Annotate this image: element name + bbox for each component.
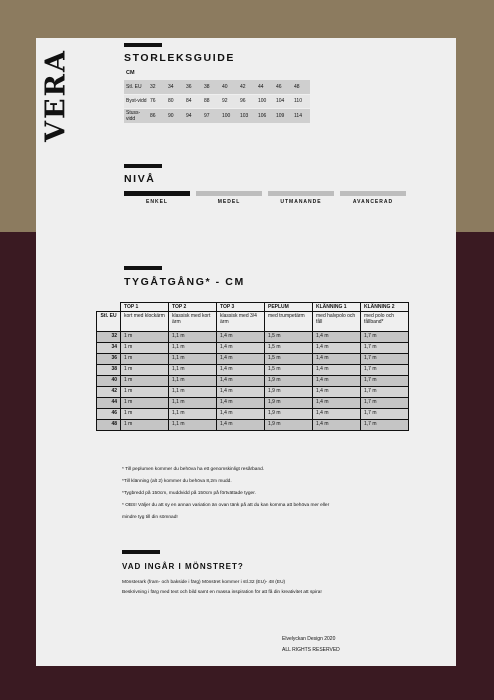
level-bar-avancerad — [340, 191, 406, 196]
note: mindre tyg till din sömnad! — [122, 515, 178, 520]
amount-cell: 1 m — [121, 332, 169, 343]
amount-cell: 1 m — [121, 398, 169, 409]
column-header: KLÄNNING 2 — [361, 303, 409, 312]
amount-cell: 1,4 m — [313, 354, 361, 365]
section-rule — [124, 164, 162, 168]
cell: 40 — [220, 80, 238, 94]
section-rule — [122, 550, 160, 554]
cell: 48 — [292, 80, 310, 94]
column-subheader: klassisk med 3/4 ärm — [217, 312, 265, 332]
amount-cell: 1,9 m — [265, 420, 313, 431]
amount-cell: 1,9 m — [265, 387, 313, 398]
size-cell: 42 — [97, 387, 121, 398]
amount-cell: 1,4 m — [217, 343, 265, 354]
amount-cell: 1,7 m — [361, 354, 409, 365]
amount-cell: 1,5 m — [265, 343, 313, 354]
amount-cell: 1 m — [121, 409, 169, 420]
amount-cell: 1,9 m — [265, 409, 313, 420]
cell: 100 — [220, 108, 238, 123]
included-text — [122, 578, 442, 598]
cell: 100 — [256, 94, 274, 108]
column-header: TOP 2 — [169, 303, 217, 312]
amount-cell: 1,1 m — [169, 343, 217, 354]
amount-cell: 1,1 m — [169, 365, 217, 376]
amount-cell: 1,9 m — [265, 376, 313, 387]
cell: 92 — [220, 94, 238, 108]
amount-cell: 1,4 m — [313, 387, 361, 398]
size-cell: 36 — [97, 354, 121, 365]
column-subheader: kort med klockärm — [121, 312, 169, 332]
size-cell: 40 — [97, 376, 121, 387]
amount-cell: 1,5 m — [265, 365, 313, 376]
size-column-header: Stl. EU — [97, 312, 121, 332]
amount-cell: 1,7 m — [361, 365, 409, 376]
amount-cell: 1,4 m — [313, 420, 361, 431]
fabric-row — [97, 354, 409, 365]
note: *Tygbredd på 150cm, muddvidd på 150cm på förtvättade tyger. — [122, 491, 256, 496]
amount-cell: 1,4 m — [313, 376, 361, 387]
fabric-table — [96, 302, 409, 431]
amount-cell: 1,1 m — [169, 409, 217, 420]
size-guide-row — [124, 108, 310, 123]
section-rule — [124, 43, 162, 47]
amount-cell: 1,7 m — [361, 398, 409, 409]
column-subheader: med polo och fållband* — [361, 312, 409, 332]
included-line: Beskrivning i färg med text och bild samt en massa inspiration för att få din kreativitet att spira! — [122, 590, 322, 595]
amount-cell: 1 m — [121, 387, 169, 398]
cell: 97 — [202, 108, 220, 123]
amount-cell: 1,5 m — [265, 332, 313, 343]
note: * OBS! Väljer du att sy en annan variation än ovan tänk på att du kan komma att behöva mer eller — [122, 503, 330, 508]
size-cell: 48 — [97, 420, 121, 431]
size-guide-table — [124, 80, 310, 124]
fabric-row — [97, 376, 409, 387]
note: *Till klänning (alt 2) kommer du behöva 8,2m mudd. — [122, 479, 232, 484]
included-title: VAD INGÅR I MÖNSTRET? — [122, 562, 244, 571]
fabric-row — [97, 343, 409, 354]
fabric-row — [97, 332, 409, 343]
footer-company: Elvelyckan Design 2020 — [282, 636, 336, 642]
size-cell: 34 — [97, 343, 121, 354]
amount-cell: 1 m — [121, 354, 169, 365]
cell: 44 — [256, 80, 274, 94]
fabric-header-row — [97, 303, 409, 312]
column-subheader: med halvpolo och fåll — [313, 312, 361, 332]
column-header: TOP 1 — [121, 303, 169, 312]
size-guide-row — [124, 94, 310, 108]
cell: 84 — [184, 94, 202, 108]
cell: 106 — [256, 108, 274, 123]
amount-cell: 1,7 m — [361, 343, 409, 354]
amount-cell: 1,7 m — [361, 420, 409, 431]
amount-cell: 1,4 m — [313, 409, 361, 420]
fabric-row — [97, 387, 409, 398]
amount-cell: 1,7 m — [361, 376, 409, 387]
size-guide-row — [124, 80, 310, 94]
cell: 86 — [148, 108, 166, 123]
size-cell: 38 — [97, 365, 121, 376]
column-header: PEPLUM — [265, 303, 313, 312]
fabric-title: TYGÅTGÅNG* - CM — [124, 276, 245, 288]
amount-cell: 1,5 m — [265, 354, 313, 365]
amount-cell: 1,4 m — [217, 354, 265, 365]
cell: 42 — [238, 80, 256, 94]
level-label: MEDEL — [217, 199, 241, 205]
cell: 110 — [292, 94, 310, 108]
cell: 38 — [202, 80, 220, 94]
cell: 80 — [166, 94, 184, 108]
cell: 114 — [292, 108, 310, 123]
fabric-row — [97, 420, 409, 431]
amount-cell: 1 m — [121, 420, 169, 431]
cell: 103 — [238, 108, 256, 123]
amount-cell: 1,1 m — [169, 376, 217, 387]
amount-cell: 1,4 m — [217, 387, 265, 398]
row-label: Stl. EU — [124, 80, 148, 94]
row-label: Stuss-vidd — [124, 108, 148, 123]
amount-cell: 1,4 m — [313, 398, 361, 409]
amount-cell: 1,1 m — [169, 332, 217, 343]
amount-cell: 1 m — [121, 343, 169, 354]
amount-cell: 1,4 m — [313, 365, 361, 376]
size-cell: 44 — [97, 398, 121, 409]
amount-cell: 1,4 m — [313, 343, 361, 354]
level-bar-medel — [196, 191, 262, 196]
amount-cell: 1,7 m — [361, 332, 409, 343]
pattern-sheet — [36, 38, 456, 666]
cell: 34 — [166, 80, 184, 94]
amount-cell: 1,4 m — [313, 332, 361, 343]
column-subheader: klassisk med kort ärm — [169, 312, 217, 332]
fabric-row — [97, 398, 409, 409]
level-label: AVANCERAD — [352, 199, 394, 205]
cell: 88 — [202, 94, 220, 108]
size-cell: 32 — [97, 332, 121, 343]
fabric-subheader-row — [97, 312, 409, 332]
section-rule — [124, 266, 162, 270]
column-subheader: med trumpetärm — [265, 312, 313, 332]
row-label: Byst-vidd — [124, 94, 148, 108]
size-guide-title: STORLEKSGUIDE — [124, 52, 236, 64]
amount-cell: 1 m — [121, 365, 169, 376]
amount-cell: 1,1 m — [169, 387, 217, 398]
cell: 36 — [184, 80, 202, 94]
level-label: ENKEL — [146, 199, 168, 205]
cell: 32 — [148, 80, 166, 94]
cell: 90 — [166, 108, 184, 123]
size-guide-unit: CM — [126, 70, 135, 76]
fabric-row — [97, 365, 409, 376]
amount-cell: 1,4 m — [217, 332, 265, 343]
size-cell: 46 — [97, 409, 121, 420]
amount-cell: 1,1 m — [169, 398, 217, 409]
amount-cell: 1,4 m — [217, 365, 265, 376]
amount-cell: 1,4 m — [217, 420, 265, 431]
level-bar-enkel — [124, 191, 190, 196]
included-line: Mönsterark (fram- och bakside i färg) Mönstret kommer i stl.32 (EU)- 48 (EU) — [122, 580, 286, 585]
column-header: KLÄNNING 1 — [313, 303, 361, 312]
note: * Till peplumen kommer du behöva ha ett genomskinligt resårband. — [122, 467, 265, 472]
fabric-row — [97, 409, 409, 420]
cell: 76 — [148, 94, 166, 108]
cell: 94 — [184, 108, 202, 123]
level-label: UTMANANDE — [280, 199, 322, 205]
cell: 104 — [274, 94, 292, 108]
cell: 96 — [238, 94, 256, 108]
cell: 46 — [274, 80, 292, 94]
amount-cell: 1 m — [121, 376, 169, 387]
footer — [282, 634, 340, 656]
amount-cell: 1,4 m — [217, 376, 265, 387]
cell: 109 — [274, 108, 292, 123]
amount-cell: 1,1 m — [169, 354, 217, 365]
amount-cell: 1,4 m — [217, 409, 265, 420]
level-title: NIVÅ — [124, 173, 156, 185]
amount-cell: 1,4 m — [217, 398, 265, 409]
amount-cell: 1,1 m — [169, 420, 217, 431]
brand-name: VERA — [40, 49, 72, 142]
level-bar-utmanande — [268, 191, 334, 196]
fabric-notes — [122, 464, 442, 524]
brand-logo — [42, 44, 72, 144]
column-header: TOP 3 — [217, 303, 265, 312]
footer-rights: ALL RIGHTS RESERVED — [282, 647, 340, 653]
amount-cell: 1,7 m — [361, 387, 409, 398]
amount-cell: 1,7 m — [361, 409, 409, 420]
amount-cell: 1,9 m — [265, 398, 313, 409]
